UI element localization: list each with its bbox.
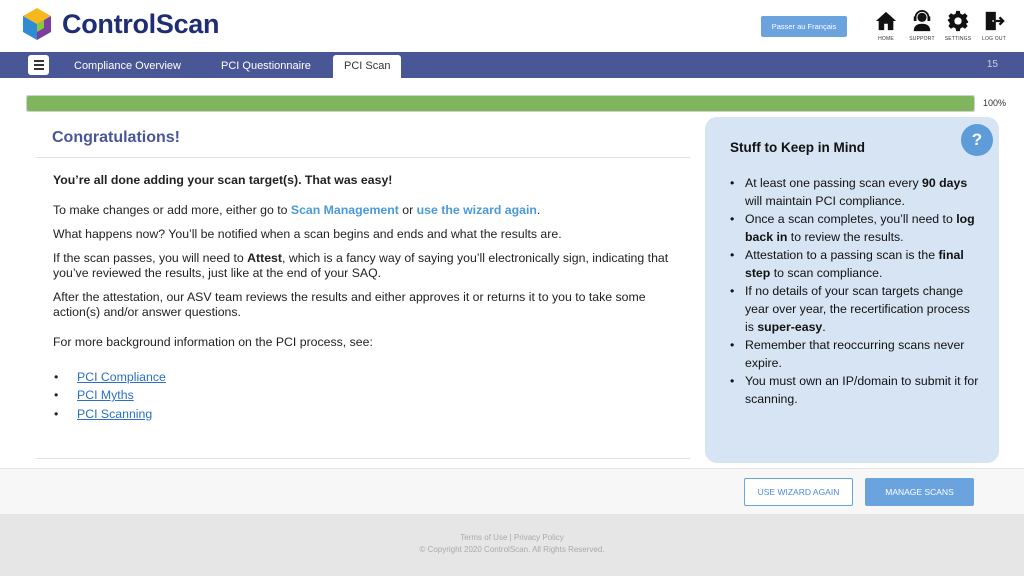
tip-text bbox=[745, 210, 980, 246]
tips-title: Stuff to Keep in Mind bbox=[730, 140, 865, 155]
tip-text-part: If no details of your scan targets change year over year, the recertification process is bbox=[745, 284, 970, 334]
attest-word: Attest bbox=[247, 251, 282, 265]
tip-text bbox=[745, 174, 980, 210]
bullet: • bbox=[730, 284, 735, 298]
bullet: • bbox=[730, 338, 735, 352]
tip-emphasis: log back in bbox=[745, 212, 975, 244]
tip-text bbox=[745, 282, 980, 336]
footer-links[interactable]: Terms of Use | Privacy Policy bbox=[460, 533, 564, 542]
info-links bbox=[53, 368, 690, 424]
nav-count: 15 bbox=[986, 59, 998, 70]
tip-text-part: to scan compliance. bbox=[770, 266, 883, 280]
change-or: or bbox=[398, 203, 417, 217]
page-title: Congratulations! bbox=[36, 118, 690, 158]
manage-scans-button[interactable]: MANAGE SCANS bbox=[865, 478, 974, 506]
support-link[interactable] bbox=[904, 10, 940, 42]
home-label: HOME bbox=[878, 36, 894, 42]
tip-text-part: At least one passing scan every bbox=[745, 176, 923, 190]
tips-panel bbox=[705, 117, 999, 463]
hamburger-icon bbox=[34, 60, 44, 62]
logo-text: ControlScan bbox=[62, 9, 220, 39]
settings-icon bbox=[947, 10, 969, 32]
tip-text-part: Attestation to a passing scan is the bbox=[745, 248, 939, 262]
use-wizard-again-button[interactable]: USE WIZARD AGAIN bbox=[744, 478, 853, 506]
tip-emphasis: super-easy bbox=[757, 320, 823, 334]
scan-management-link[interactable]: Scan Management bbox=[290, 203, 399, 217]
home-link[interactable] bbox=[868, 10, 904, 42]
what-next-paragraph: What happens now? You’ll be notified when a scan begins and ends and what the results are. bbox=[53, 227, 562, 241]
header bbox=[0, 0, 1024, 52]
help-icon[interactable]: ? bbox=[961, 124, 993, 156]
pci-compliance-link[interactable]: PCI Compliance bbox=[77, 369, 166, 384]
tip-emphasis: 90 days bbox=[922, 176, 968, 190]
after-attestation-paragraph: After the attestation, our ASV team reviews the results and either approves it or returns it to you to take some action(s) and/or answer questions. bbox=[53, 290, 646, 319]
progress-bar bbox=[26, 95, 975, 112]
logout-icon bbox=[983, 10, 1005, 32]
logo[interactable] bbox=[20, 7, 219, 41]
tips-list bbox=[730, 174, 980, 408]
tab-pci-questionnaire[interactable]: PCI Questionnaire bbox=[221, 60, 311, 72]
more-info-paragraph: For more background information on the PCI process, see: bbox=[53, 335, 373, 349]
menu-button[interactable] bbox=[28, 55, 49, 75]
tip-item bbox=[730, 336, 980, 372]
tip-item bbox=[730, 282, 980, 336]
tip-text-part: will maintain PCI compliance. bbox=[745, 194, 905, 208]
settings-link[interactable] bbox=[940, 10, 976, 42]
tip-text bbox=[745, 246, 980, 282]
tip-text-part: . bbox=[822, 320, 826, 334]
change-suffix: . bbox=[536, 203, 541, 217]
hamburger-icon-line bbox=[34, 64, 44, 66]
bullet: • bbox=[54, 388, 59, 403]
list-item bbox=[53, 387, 690, 406]
tip-text-part: Once a scan completes, you’ll need to bbox=[745, 212, 957, 226]
footer-copyright: © Copyright 2020 ControlScan. All Rights Reserved. bbox=[419, 545, 605, 554]
footer bbox=[0, 514, 1024, 576]
content-divider bbox=[36, 458, 690, 459]
tip-item bbox=[730, 210, 980, 246]
change-prefix: To make changes or add more, either go to bbox=[53, 203, 291, 217]
list-item bbox=[53, 368, 690, 387]
lead-text: You’re all done adding your scan target(s). That was easy! bbox=[53, 173, 393, 187]
tip-emphasis: final step bbox=[745, 248, 964, 280]
action-bar bbox=[0, 468, 1024, 514]
tip-text: You must own an IP/domain to submit it for scanning. bbox=[745, 374, 979, 406]
pci-scanning-link[interactable]: PCI Scanning bbox=[77, 406, 153, 421]
bullet: • bbox=[730, 374, 735, 388]
tab-compliance-overview[interactable]: Compliance Overview bbox=[74, 60, 181, 72]
tip-item bbox=[730, 246, 980, 282]
tip-text: Remember that reoccurring scans never expire. bbox=[745, 338, 965, 370]
top-icons bbox=[868, 10, 1012, 42]
settings-label: SETTINGS bbox=[944, 36, 972, 42]
support-label: SUPPORT bbox=[909, 36, 935, 42]
wizard-link[interactable]: use the wizard again bbox=[416, 203, 537, 217]
home-icon bbox=[875, 10, 897, 32]
content-body bbox=[36, 158, 690, 424]
bullet: • bbox=[54, 406, 59, 421]
tip-item bbox=[730, 372, 980, 408]
bullet: • bbox=[54, 369, 59, 384]
logout-label: LOG OUT bbox=[982, 36, 1006, 42]
attest-suffix: , which is a fancy way of saying you’ll electronically sign, indicating that you’ve reviewed the results, just like at the end of your SAQ. bbox=[53, 251, 669, 280]
tip-text-part: to review the results. bbox=[787, 230, 904, 244]
change-paragraph bbox=[53, 203, 690, 218]
bullet: • bbox=[730, 176, 735, 190]
tip-item bbox=[730, 174, 980, 210]
logo-cube-icon bbox=[20, 7, 54, 41]
attest-prefix: If the scan passes, you will need to bbox=[53, 251, 248, 265]
tab-pci-scan[interactable]: PCI Scan bbox=[333, 55, 401, 78]
nav-bar bbox=[0, 52, 1024, 78]
bullet: • bbox=[730, 248, 735, 262]
bullet: • bbox=[730, 212, 735, 226]
attest-paragraph bbox=[53, 251, 690, 281]
main-content bbox=[36, 118, 690, 424]
list-item bbox=[53, 405, 690, 424]
pci-myths-link[interactable]: PCI Myths bbox=[77, 388, 134, 403]
logout-link[interactable] bbox=[976, 10, 1012, 42]
support-icon bbox=[911, 10, 933, 32]
progress-fill bbox=[27, 96, 974, 111]
hamburger-icon-line bbox=[34, 68, 44, 70]
language-button[interactable]: Passer au Français bbox=[761, 16, 847, 37]
progress-label: 100% bbox=[983, 98, 1007, 108]
